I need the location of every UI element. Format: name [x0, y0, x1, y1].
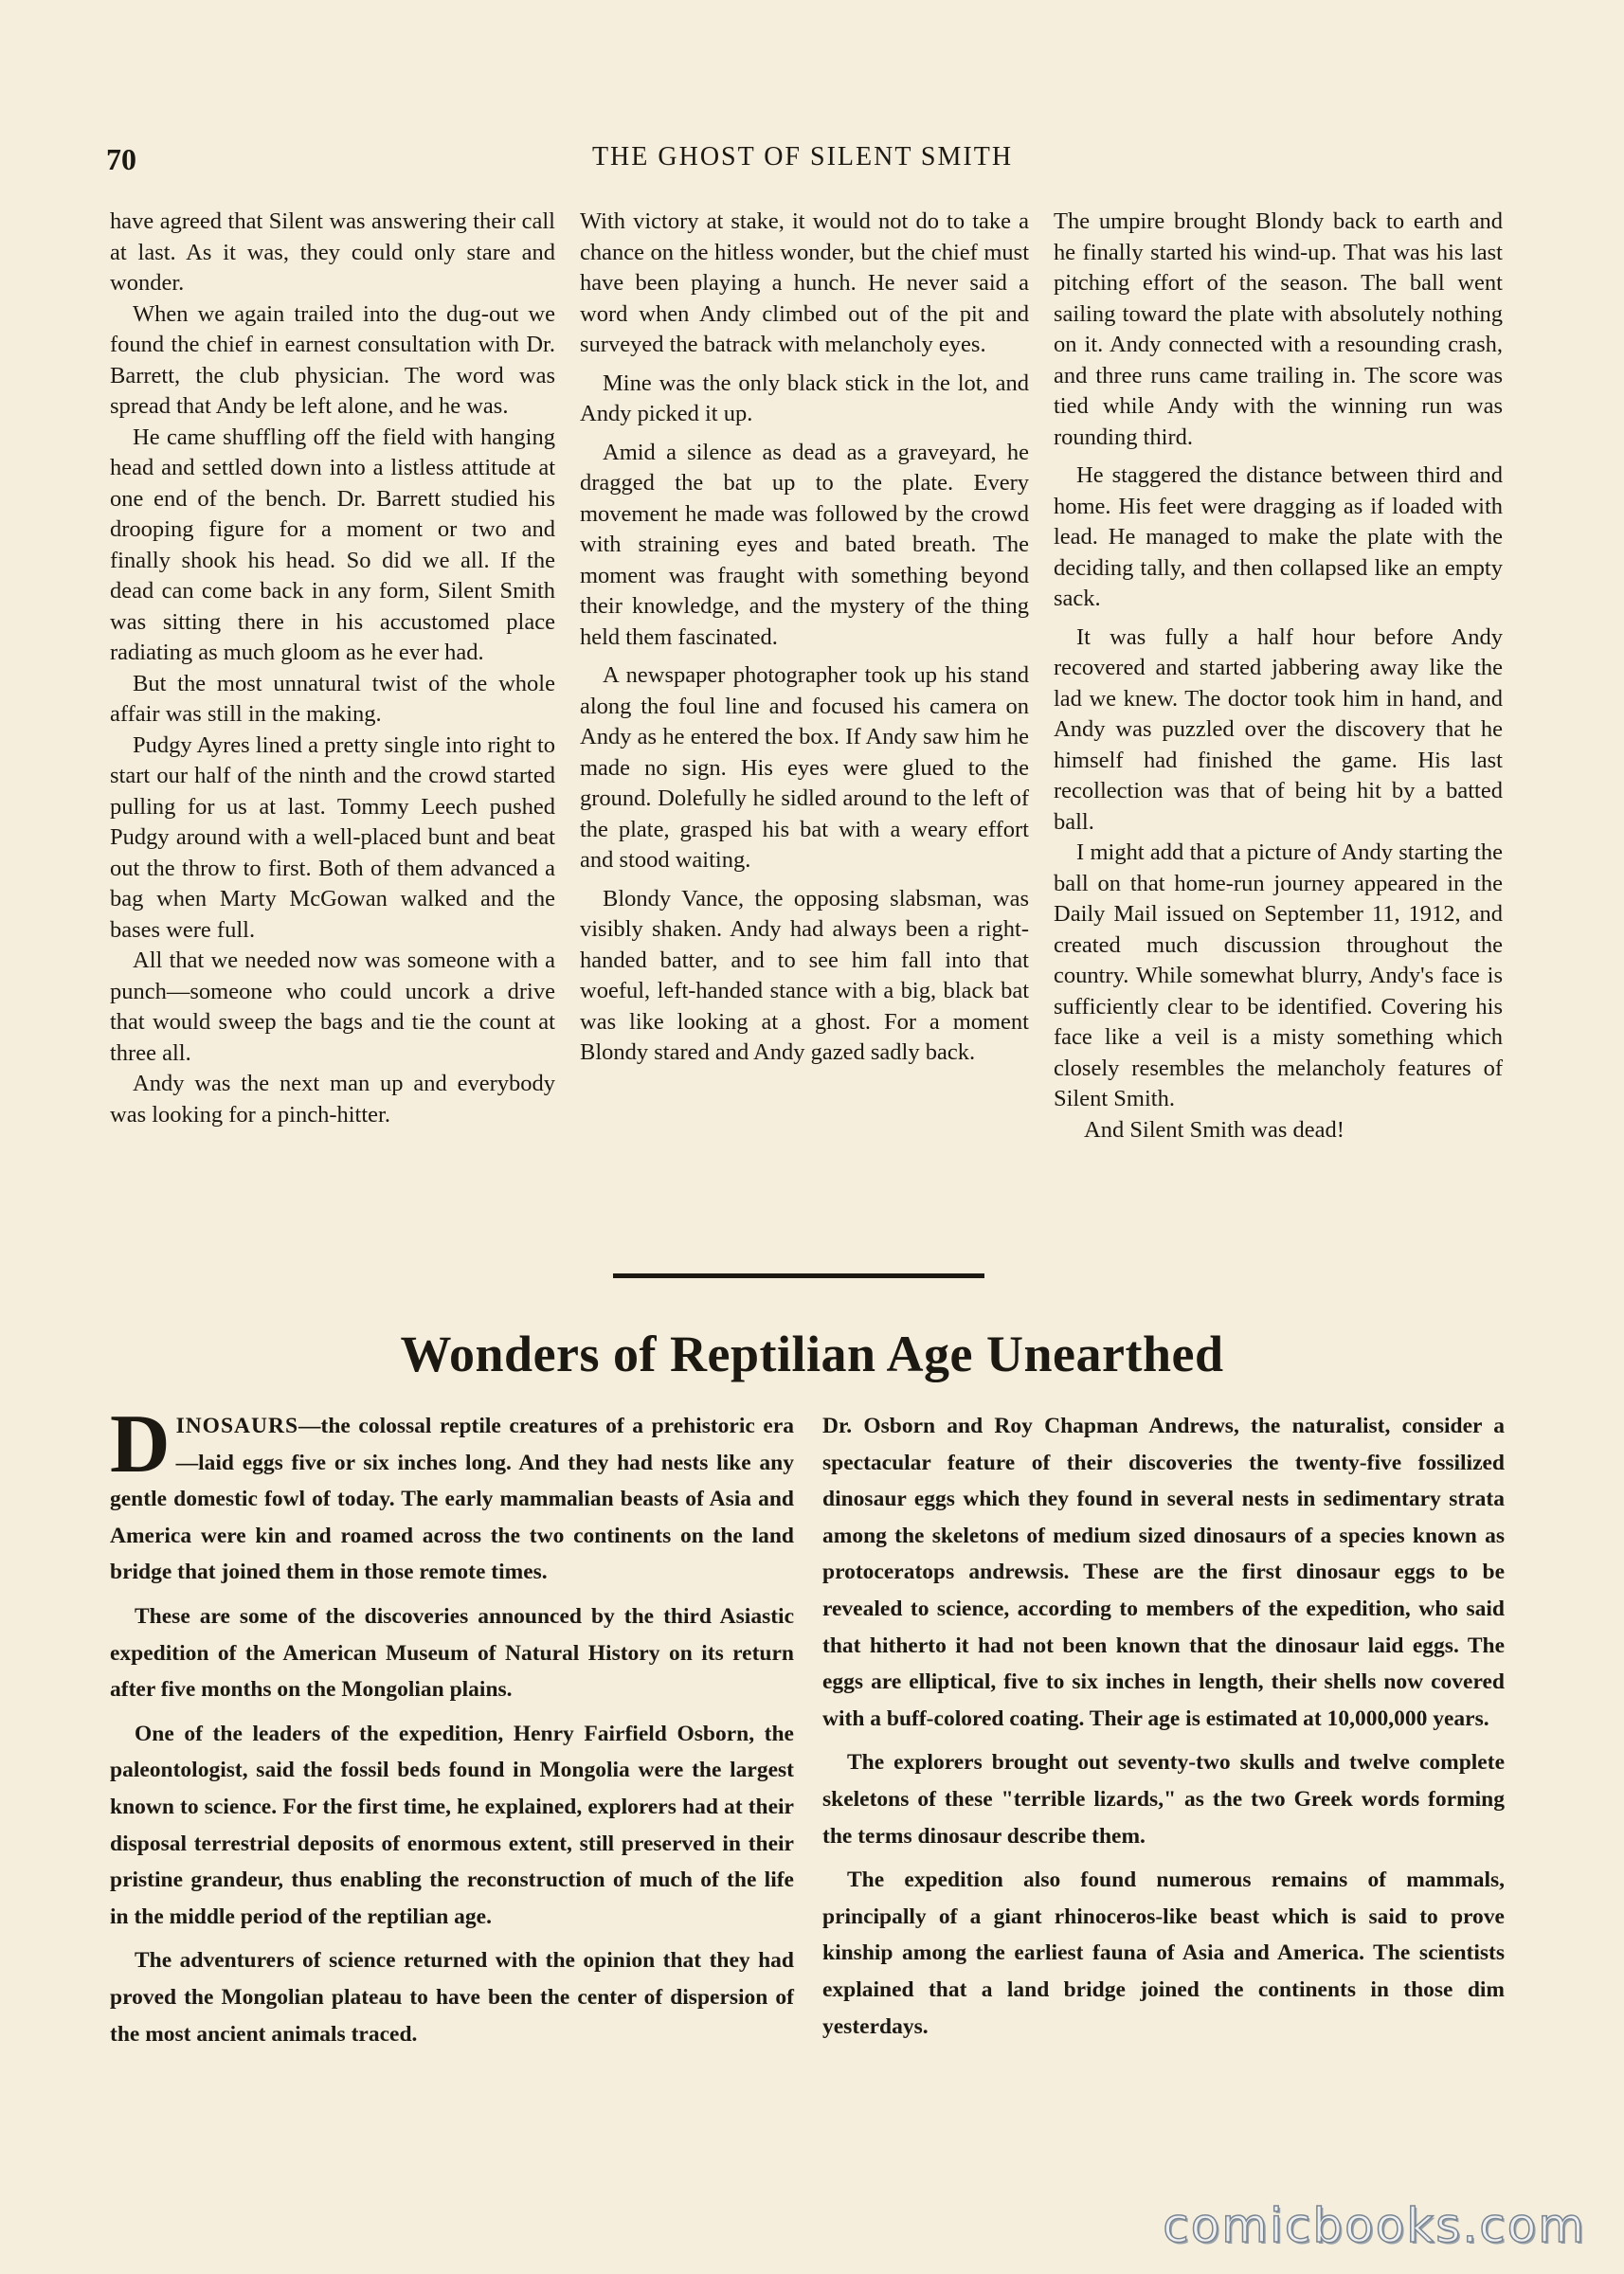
paragraph: Dr. Osborn and Roy Chapman Andrews, the naturalist, consider a spectacular feature of their discoveries the twenty-five fossilized dinosaur eggs which they found in several nests in sedimentary strata among the skeletons of medium sized dinosaurs of a species known as protoceratops andrewsis. These are the first dinosaur eggs to be revealed to science, according to members of the expedition, who said that hitherto it had not been known that the dinosaur laid eggs. The eggs are elliptical, five to six inches in length, their shells now covered with a buff-colored coating. Their age is estimated at 10,000,000 years. [822, 1414, 1505, 1731]
section-divider [613, 1273, 984, 1278]
paragraph: One of the leaders of the expedition, Henry Fairfield Osborn, the paleontologist, said the fossil beds found in Mongolia were the largest known to science. For the first time, he explained, explorers had at their disposal terrestrial deposits of enormous extent, still preserved in their pristine grandeur, thus enabling the reconstruction of much of the life in the middle period of the reptilian age. [110, 1721, 794, 1929]
article-title: Wonders of Reptilian Age Unearthed [400, 1326, 1224, 1382]
paragraph: When we again trailed into the dug-out we found the chief in earnest consultation with Dr. Barrett, the club physician. The word was spread that Andy be left alone, and he was. [110, 300, 555, 419]
paragraph: He staggered the distance between third and home. His feet were dragging as if loaded with lead. He managed to make the plate with the deciding tally, and then collapsed like an empty sack. [1054, 462, 1503, 611]
story-signoff: And Silent Smith was dead! [1084, 1116, 1344, 1143]
paragraph: I might add that a picture of Andy starting the ball on that home-run journey appeared in the Daily Mail issued on September 11, 1912, and created much discussion throughout the country. While somewhat blurry, Andy's face is sufficiently clear to be identified. Covering his face like a veil is a misty something which closely resembles the melancholy features of Silent Smith. [1054, 839, 1503, 1111]
paragraph: Amid a silence as dead as a graveyard, he dragged the bat up to the plate. Every movement he made was followed by the crowd with straining eyes and bated breath. The moment was fraught with something beyond their knowledge, and the mystery of the thing held them fascinated. [580, 439, 1029, 650]
story-column-1 [110, 207, 555, 1130]
paragraph: have agreed that Silent was answering their call at last. As it was, they could only stare and wonder. [110, 208, 555, 296]
paragraph: A newspaper photographer took up his stand along the foul line and focused his camera on Andy as he entered the box. If Andy saw him he made no sign. His eyes were glued to the ground. Dolefully he sidled around to the left of the plate, grasped his bat with a weary effort and stood waiting. [580, 662, 1029, 873]
paragraph: Andy was the next man up and everybody was looking for a pinch-hitter. [110, 1071, 555, 1128]
watermark-logo: comicbooks.com [1163, 2198, 1586, 2253]
paragraph: He came shuffling off the field with hanging head and settled down into a listless attitude at one end of the bench. Dr. Barrett studied his drooping figure for a moment or two and finally shook his head. So did we all. If the dead can come back in any form, Silent Smith was sitting there in his accustomed place radiating as much gloom as he ever had. [110, 424, 555, 665]
paragraph: Pudgy Ayres lined a pretty single into right to start our half of the ninth and the crowd started pulling for us at last. Tommy Leech pushed Pudgy around with a well-placed bunt and beat out the throw to first. Both of them advanced a bag when Marty McGowan walked and the bases were full. [110, 731, 555, 943]
paragraph: Mine was the only black stick in the lot, and Andy picked it up. [580, 370, 1029, 426]
running-title: THE GHOST OF SILENT SMITH [591, 142, 1014, 171]
paragraph: But the most unnatural twist of the whole affair was still in the making. [110, 670, 555, 727]
lead-text: —the colossal reptile creatures of a prehistoric era—laid eggs five or six inches long. And they had nests like any gentle domestic fowl of today. The early mammalian beasts of Asia and America were kin and roamed across the two continents on the land bridge that joined them in those remote times. [110, 1414, 794, 1585]
article-column-1 [110, 1399, 794, 2052]
paragraph: It was fully a half hour before Andy recovered and started jabbering away like the lad we knew. The doctor took him in hand, and Andy was puzzled over the discovery that he himself had finished the game. His last recollection was that of being hit by a batted ball. [1054, 623, 1503, 835]
paragraph: All that we needed now was someone with a punch—someone who could uncork a drive that would sweep the bags and tie the count at three all. [110, 948, 555, 1066]
lead-paragraph [110, 1399, 794, 1591]
paragraph: With victory at stake, it would not do to take a chance on the hitless wonder, but the chief must have been playing a hunch. He never said a word when Andy climbed out of the pit and surveyed the batrack with melancholy eyes. [580, 208, 1029, 357]
paragraph: The explorers brought out seventy-two skulls and twelve complete skeletons of these "terrible lizards," as the two Greek words forming the terms dinosaur describe them. [822, 1750, 1505, 1849]
drop-cap: D [110, 1399, 171, 1490]
paragraph: These are some of the discoveries announced by the third Asiastic expedition of the American Museum of Natural History on its return after five months on the Mongolian plains. [110, 1603, 794, 1703]
lead-word: INOSAURS [175, 1414, 299, 1438]
page-number: 70 [106, 142, 136, 176]
paragraph: Blondy Vance, the opposing slabsman, was visibly shaken. Andy had always been a right-handed batter, and to see him fall into that woeful, left-handed stance with a big, black bat was like looking at a ghost. For a moment Blondy stared and Andy gazed sadly back. [580, 885, 1029, 1065]
article-column-2 [822, 1408, 1505, 2045]
running-head [106, 142, 1499, 180]
paragraph: The adventurers of science returned with the opinion that they had proved the Mongolian plateau to have been the center of dispersion of the most ancient animals traced. [110, 1948, 794, 2047]
story-column-3 [1054, 207, 1503, 1146]
paragraph: The expedition also found numerous remains of mammals, principally of a giant rhinoceros-like beast which is said to prove kinship among the earliest fauna of Asia and America. The scientists explained that a land bridge joined the continents in those dim yesterdays. [822, 1868, 1505, 2039]
paragraph: The umpire brought Blondy back to earth and he finally started his wind-up. That was his last pitching effort of the season. The ball went sailing toward the plate with absolutely nothing on it. Andy connected with a resounding crash, and three runs came trailing in. The score was tied while Andy with the winning run was rounding third. [1054, 208, 1503, 450]
story-column-2 [580, 207, 1029, 1069]
